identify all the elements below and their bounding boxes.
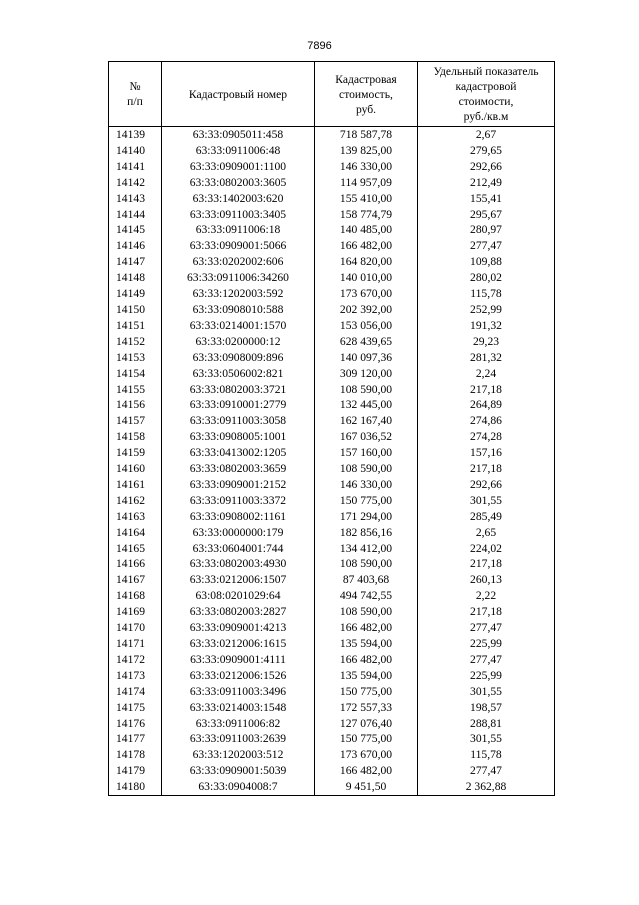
- specific-indicator: 225,99: [418, 636, 555, 652]
- cadastral-number: 63:33:0802003:2827: [162, 604, 315, 620]
- cadastral-number: 63:08:0201029:64: [162, 588, 315, 604]
- cadastral-number: 63:33:0909001:1100: [162, 159, 315, 175]
- cadastral-number: 63:33:0802003:3721: [162, 382, 315, 398]
- row-number: 14162: [109, 493, 162, 509]
- specific-indicator: 2,65: [418, 525, 555, 541]
- cadastral-number: 63:33:0909001:2152: [162, 477, 315, 493]
- cadastral-value: 628 439,65: [315, 334, 418, 350]
- table-row: [109, 747, 555, 763]
- table-row: [109, 191, 555, 207]
- row-number: 14143: [109, 191, 162, 207]
- cadastral-value: 9 451,50: [315, 779, 418, 795]
- cadastral-value: 135 594,00: [315, 668, 418, 684]
- header-value-line: стоимость,: [339, 87, 393, 101]
- cadastral-value: 164 820,00: [315, 254, 418, 270]
- specific-indicator: 288,81: [418, 716, 555, 732]
- specific-indicator: 115,78: [418, 286, 555, 302]
- cadastral-value: 155 410,00: [315, 191, 418, 207]
- row-number: 14175: [109, 700, 162, 716]
- cadastral-value: 309 120,00: [315, 366, 418, 382]
- specific-indicator: 225,99: [418, 668, 555, 684]
- cadastral-number: 63:33:0908009:896: [162, 350, 315, 366]
- table-row: [109, 556, 555, 572]
- specific-indicator: 292,66: [418, 159, 555, 175]
- cadastral-value: 718 587,78: [315, 127, 418, 143]
- cadastral-number: 63:33:0911003:3058: [162, 413, 315, 429]
- cadastral-value: 166 482,00: [315, 652, 418, 668]
- row-number: 14172: [109, 652, 162, 668]
- row-number: 14144: [109, 207, 162, 223]
- cadastral-number: 63:33:0911006:82: [162, 716, 315, 732]
- row-number: 14170: [109, 620, 162, 636]
- page-number: 7896: [307, 40, 332, 52]
- row-number: 14154: [109, 366, 162, 382]
- cadastral-number: 63:33:0909001:4213: [162, 620, 315, 636]
- cadastral-number: 63:33:0911006:18: [162, 222, 315, 238]
- table-row: [109, 222, 555, 238]
- cadastral-value: 140 485,00: [315, 222, 418, 238]
- cadastral-value: 166 482,00: [315, 763, 418, 779]
- cadastral-number: 63:33:1202003:512: [162, 747, 315, 763]
- cadastral-number: 63:33:0905011:458: [162, 127, 315, 143]
- cadastral-value: 87 403,68: [315, 572, 418, 588]
- specific-indicator: 109,88: [418, 254, 555, 270]
- table-row: [109, 716, 555, 732]
- table-row: [109, 270, 555, 286]
- row-number: 14176: [109, 716, 162, 732]
- specific-indicator: 279,65: [418, 143, 555, 159]
- row-number: 14147: [109, 254, 162, 270]
- table-row: [109, 779, 555, 795]
- table-row: [109, 636, 555, 652]
- cadastral-value: 134 412,00: [315, 541, 418, 557]
- specific-indicator: 157,16: [418, 445, 555, 461]
- row-number: 14169: [109, 604, 162, 620]
- cadastral-number: 63:33:0911006:48: [162, 143, 315, 159]
- table-row: [109, 668, 555, 684]
- specific-indicator: 217,18: [418, 556, 555, 572]
- table-row: [109, 572, 555, 588]
- row-number: 14151: [109, 318, 162, 334]
- specific-indicator: 191,32: [418, 318, 555, 334]
- specific-indicator: 2 362,88: [418, 779, 555, 795]
- table-row: [109, 429, 555, 445]
- header-value-line: руб.: [355, 102, 377, 116]
- cadastral-value: 153 056,00: [315, 318, 418, 334]
- table-row: [109, 700, 555, 716]
- cadastral-number: 63:33:1402003:620: [162, 191, 315, 207]
- cadastral-value: 108 590,00: [315, 461, 418, 477]
- cadastral-number: 63:33:0911003:2639: [162, 731, 315, 747]
- row-number: 14173: [109, 668, 162, 684]
- cadastral-value: 114 957,09: [315, 175, 418, 191]
- specific-indicator: 217,18: [418, 382, 555, 398]
- cadastral-number: 63:33:0506002:821: [162, 366, 315, 382]
- cadastral-value: 166 482,00: [315, 620, 418, 636]
- table-row: [109, 366, 555, 382]
- cadastral-number: 63:33:0212006:1526: [162, 668, 315, 684]
- table-row: [109, 493, 555, 509]
- table-row: [109, 509, 555, 525]
- cadastral-value: 157 160,00: [315, 445, 418, 461]
- cadastral-table: [108, 61, 555, 796]
- specific-indicator: 277,47: [418, 652, 555, 668]
- cadastral-value: 150 775,00: [315, 731, 418, 747]
- row-number: 14153: [109, 350, 162, 366]
- cadastral-value: 139 825,00: [315, 143, 418, 159]
- row-number: 14150: [109, 302, 162, 318]
- cadastral-value: 132 445,00: [315, 397, 418, 413]
- cadastral-number: 63:33:0911003:3405: [162, 207, 315, 223]
- row-number: 14161: [109, 477, 162, 493]
- table-row: [109, 238, 555, 254]
- cadastral-number: 63:33:0802003:3605: [162, 175, 315, 191]
- specific-indicator: 277,47: [418, 238, 555, 254]
- specific-indicator: 301,55: [418, 731, 555, 747]
- header-indicator-line: Удельный показатель: [433, 65, 539, 78]
- table-row: [109, 477, 555, 493]
- specific-indicator: 281,32: [418, 350, 555, 366]
- cadastral-value: 108 590,00: [315, 604, 418, 620]
- specific-indicator: 2,22: [418, 588, 555, 604]
- row-number: 14142: [109, 175, 162, 191]
- row-number: 14149: [109, 286, 162, 302]
- row-number: 14160: [109, 461, 162, 477]
- specific-indicator: 217,18: [418, 604, 555, 620]
- cadastral-value: 166 482,00: [315, 238, 418, 254]
- table-row: [109, 286, 555, 302]
- row-number: 14146: [109, 238, 162, 254]
- specific-indicator: 277,47: [418, 763, 555, 779]
- cadastral-value: 171 294,00: [315, 509, 418, 525]
- cadastral-number: 63:33:0909001:5039: [162, 763, 315, 779]
- cadastral-number: 63:33:0802003:4930: [162, 556, 315, 572]
- table-row: [109, 620, 555, 636]
- specific-indicator: 224,02: [418, 541, 555, 557]
- cadastral-number: 63:33:0000000:179: [162, 525, 315, 541]
- specific-indicator: 285,49: [418, 509, 555, 525]
- cadastral-value: 150 775,00: [315, 493, 418, 509]
- table-row: [109, 541, 555, 557]
- header-indicator-line: стоимости,: [458, 95, 514, 108]
- row-number: 14163: [109, 509, 162, 525]
- cadastral-number: 63:33:0911003:3496: [162, 684, 315, 700]
- specific-indicator: 252,99: [418, 302, 555, 318]
- row-number: 14165: [109, 541, 162, 557]
- specific-indicator: 212,49: [418, 175, 555, 191]
- row-number: 14152: [109, 334, 162, 350]
- row-number: 14168: [109, 588, 162, 604]
- row-number: 14174: [109, 684, 162, 700]
- specific-indicator: 260,13: [418, 572, 555, 588]
- cadastral-number: 63:33:0904008:7: [162, 779, 315, 795]
- cadastral-number: 63:33:0908005:1001: [162, 429, 315, 445]
- row-number: 14179: [109, 763, 162, 779]
- cadastral-number: 63:33:0911003:3372: [162, 493, 315, 509]
- table-row: [109, 652, 555, 668]
- cadastral-value: 135 594,00: [315, 636, 418, 652]
- cadastral-number: 63:33:0908002:1161: [162, 509, 315, 525]
- row-number: 14141: [109, 159, 162, 175]
- row-number: 14167: [109, 572, 162, 588]
- table-row: [109, 143, 555, 159]
- specific-indicator: 301,55: [418, 493, 555, 509]
- cadastral-value: 140 010,00: [315, 270, 418, 286]
- table-row: [109, 207, 555, 223]
- row-number: 14139: [109, 127, 162, 143]
- cadastral-number: 63:33:0214001:1570: [162, 318, 315, 334]
- table-row: [109, 350, 555, 366]
- table-row: [109, 604, 555, 620]
- table-row: [109, 159, 555, 175]
- cadastral-number: 63:33:1202003:592: [162, 286, 315, 302]
- specific-indicator: 217,18: [418, 461, 555, 477]
- table-row: [109, 334, 555, 350]
- table-row: [109, 413, 555, 429]
- header-num: [109, 62, 162, 127]
- specific-indicator: 295,67: [418, 207, 555, 223]
- header-cadastral-value: [315, 62, 418, 127]
- cadastral-value: 202 392,00: [315, 302, 418, 318]
- cadastral-value: 172 557,33: [315, 700, 418, 716]
- specific-indicator: 2,67: [418, 127, 555, 143]
- cadastral-value: 158 774,79: [315, 207, 418, 223]
- table-row: [109, 731, 555, 747]
- table-row: [109, 525, 555, 541]
- header-specific-indicator: [418, 62, 555, 127]
- cadastral-value: 162 167,40: [315, 413, 418, 429]
- cadastral-value: 127 076,40: [315, 716, 418, 732]
- cadastral-number: 63:33:0212006:1615: [162, 636, 315, 652]
- cadastral-number: 63:33:0212006:1507: [162, 572, 315, 588]
- specific-indicator: 2,24: [418, 366, 555, 382]
- table-row: [109, 382, 555, 398]
- table-row: [109, 318, 555, 334]
- cadastral-value: 494 742,55: [315, 588, 418, 604]
- header-num-line: п/п: [127, 95, 143, 108]
- row-number: 14178: [109, 747, 162, 763]
- row-number: 14177: [109, 731, 162, 747]
- cadastral-value: 150 775,00: [315, 684, 418, 700]
- cadastral-number: 63:33:0910001:2779: [162, 397, 315, 413]
- cadastral-number: 63:33:0202002:606: [162, 254, 315, 270]
- specific-indicator: 292,66: [418, 477, 555, 493]
- cadastral-number: 63:33:0911006:34260: [162, 270, 315, 286]
- cadastral-value: 140 097,36: [315, 350, 418, 366]
- specific-indicator: 274,28: [418, 429, 555, 445]
- cadastral-value: 146 330,00: [315, 477, 418, 493]
- row-number: 14171: [109, 636, 162, 652]
- header-num-line: №: [129, 80, 141, 93]
- row-number: 14140: [109, 143, 162, 159]
- table-row: [109, 445, 555, 461]
- cadastral-value: 167 036,52: [315, 429, 418, 445]
- cadastral-number: 63:33:0802003:3659: [162, 461, 315, 477]
- specific-indicator: 29,23: [418, 334, 555, 350]
- specific-indicator: 280,97: [418, 222, 555, 238]
- row-number: 14164: [109, 525, 162, 541]
- cadastral-value: 173 670,00: [315, 747, 418, 763]
- cadastral-number: 63:33:0909001:5066: [162, 238, 315, 254]
- row-number: 14156: [109, 397, 162, 413]
- table-row: [109, 588, 555, 604]
- row-number: 14148: [109, 270, 162, 286]
- table-row: [109, 397, 555, 413]
- row-number: 14157: [109, 413, 162, 429]
- row-number: 14180: [109, 779, 162, 795]
- row-number: 14159: [109, 445, 162, 461]
- row-number: 14145: [109, 222, 162, 238]
- specific-indicator: 280,02: [418, 270, 555, 286]
- specific-indicator: 198,57: [418, 700, 555, 716]
- specific-indicator: 301,55: [418, 684, 555, 700]
- specific-indicator: 155,41: [418, 191, 555, 207]
- table-row: [109, 175, 555, 191]
- cadastral-value: 173 670,00: [315, 286, 418, 302]
- header-cadastral-number: Кадастровый номер: [162, 62, 315, 127]
- cadastral-value: 182 856,16: [315, 525, 418, 541]
- header-value-line: Кадастровая: [335, 72, 397, 86]
- table-header-row: [109, 62, 555, 127]
- cadastral-number: 63:33:0909001:4111: [162, 652, 315, 668]
- specific-indicator: 115,78: [418, 747, 555, 763]
- table-row: [109, 127, 555, 143]
- specific-indicator: 274,86: [418, 413, 555, 429]
- table-body: [109, 127, 555, 796]
- cadastral-value: 108 590,00: [315, 382, 418, 398]
- cadastral-number: 63:33:0908010:588: [162, 302, 315, 318]
- row-number: 14155: [109, 382, 162, 398]
- cadastral-number: 63:33:0200000:12: [162, 334, 315, 350]
- cadastral-number: 63:33:0413002:1205: [162, 445, 315, 461]
- header-indicator-line: кадастровой: [455, 80, 517, 93]
- table-row: [109, 461, 555, 477]
- cadastral-number: 63:33:0214003:1548: [162, 700, 315, 716]
- table-row: [109, 254, 555, 270]
- specific-indicator: 277,47: [418, 620, 555, 636]
- specific-indicator: 264,89: [418, 397, 555, 413]
- row-number: 14166: [109, 556, 162, 572]
- table-row: [109, 763, 555, 779]
- cadastral-number: 63:33:0604001:744: [162, 541, 315, 557]
- row-number: 14158: [109, 429, 162, 445]
- cadastral-value: 108 590,00: [315, 556, 418, 572]
- cadastral-value: 146 330,00: [315, 159, 418, 175]
- table-row: [109, 684, 555, 700]
- header-indicator-line: руб./кв.м: [463, 110, 509, 123]
- table-row: [109, 302, 555, 318]
